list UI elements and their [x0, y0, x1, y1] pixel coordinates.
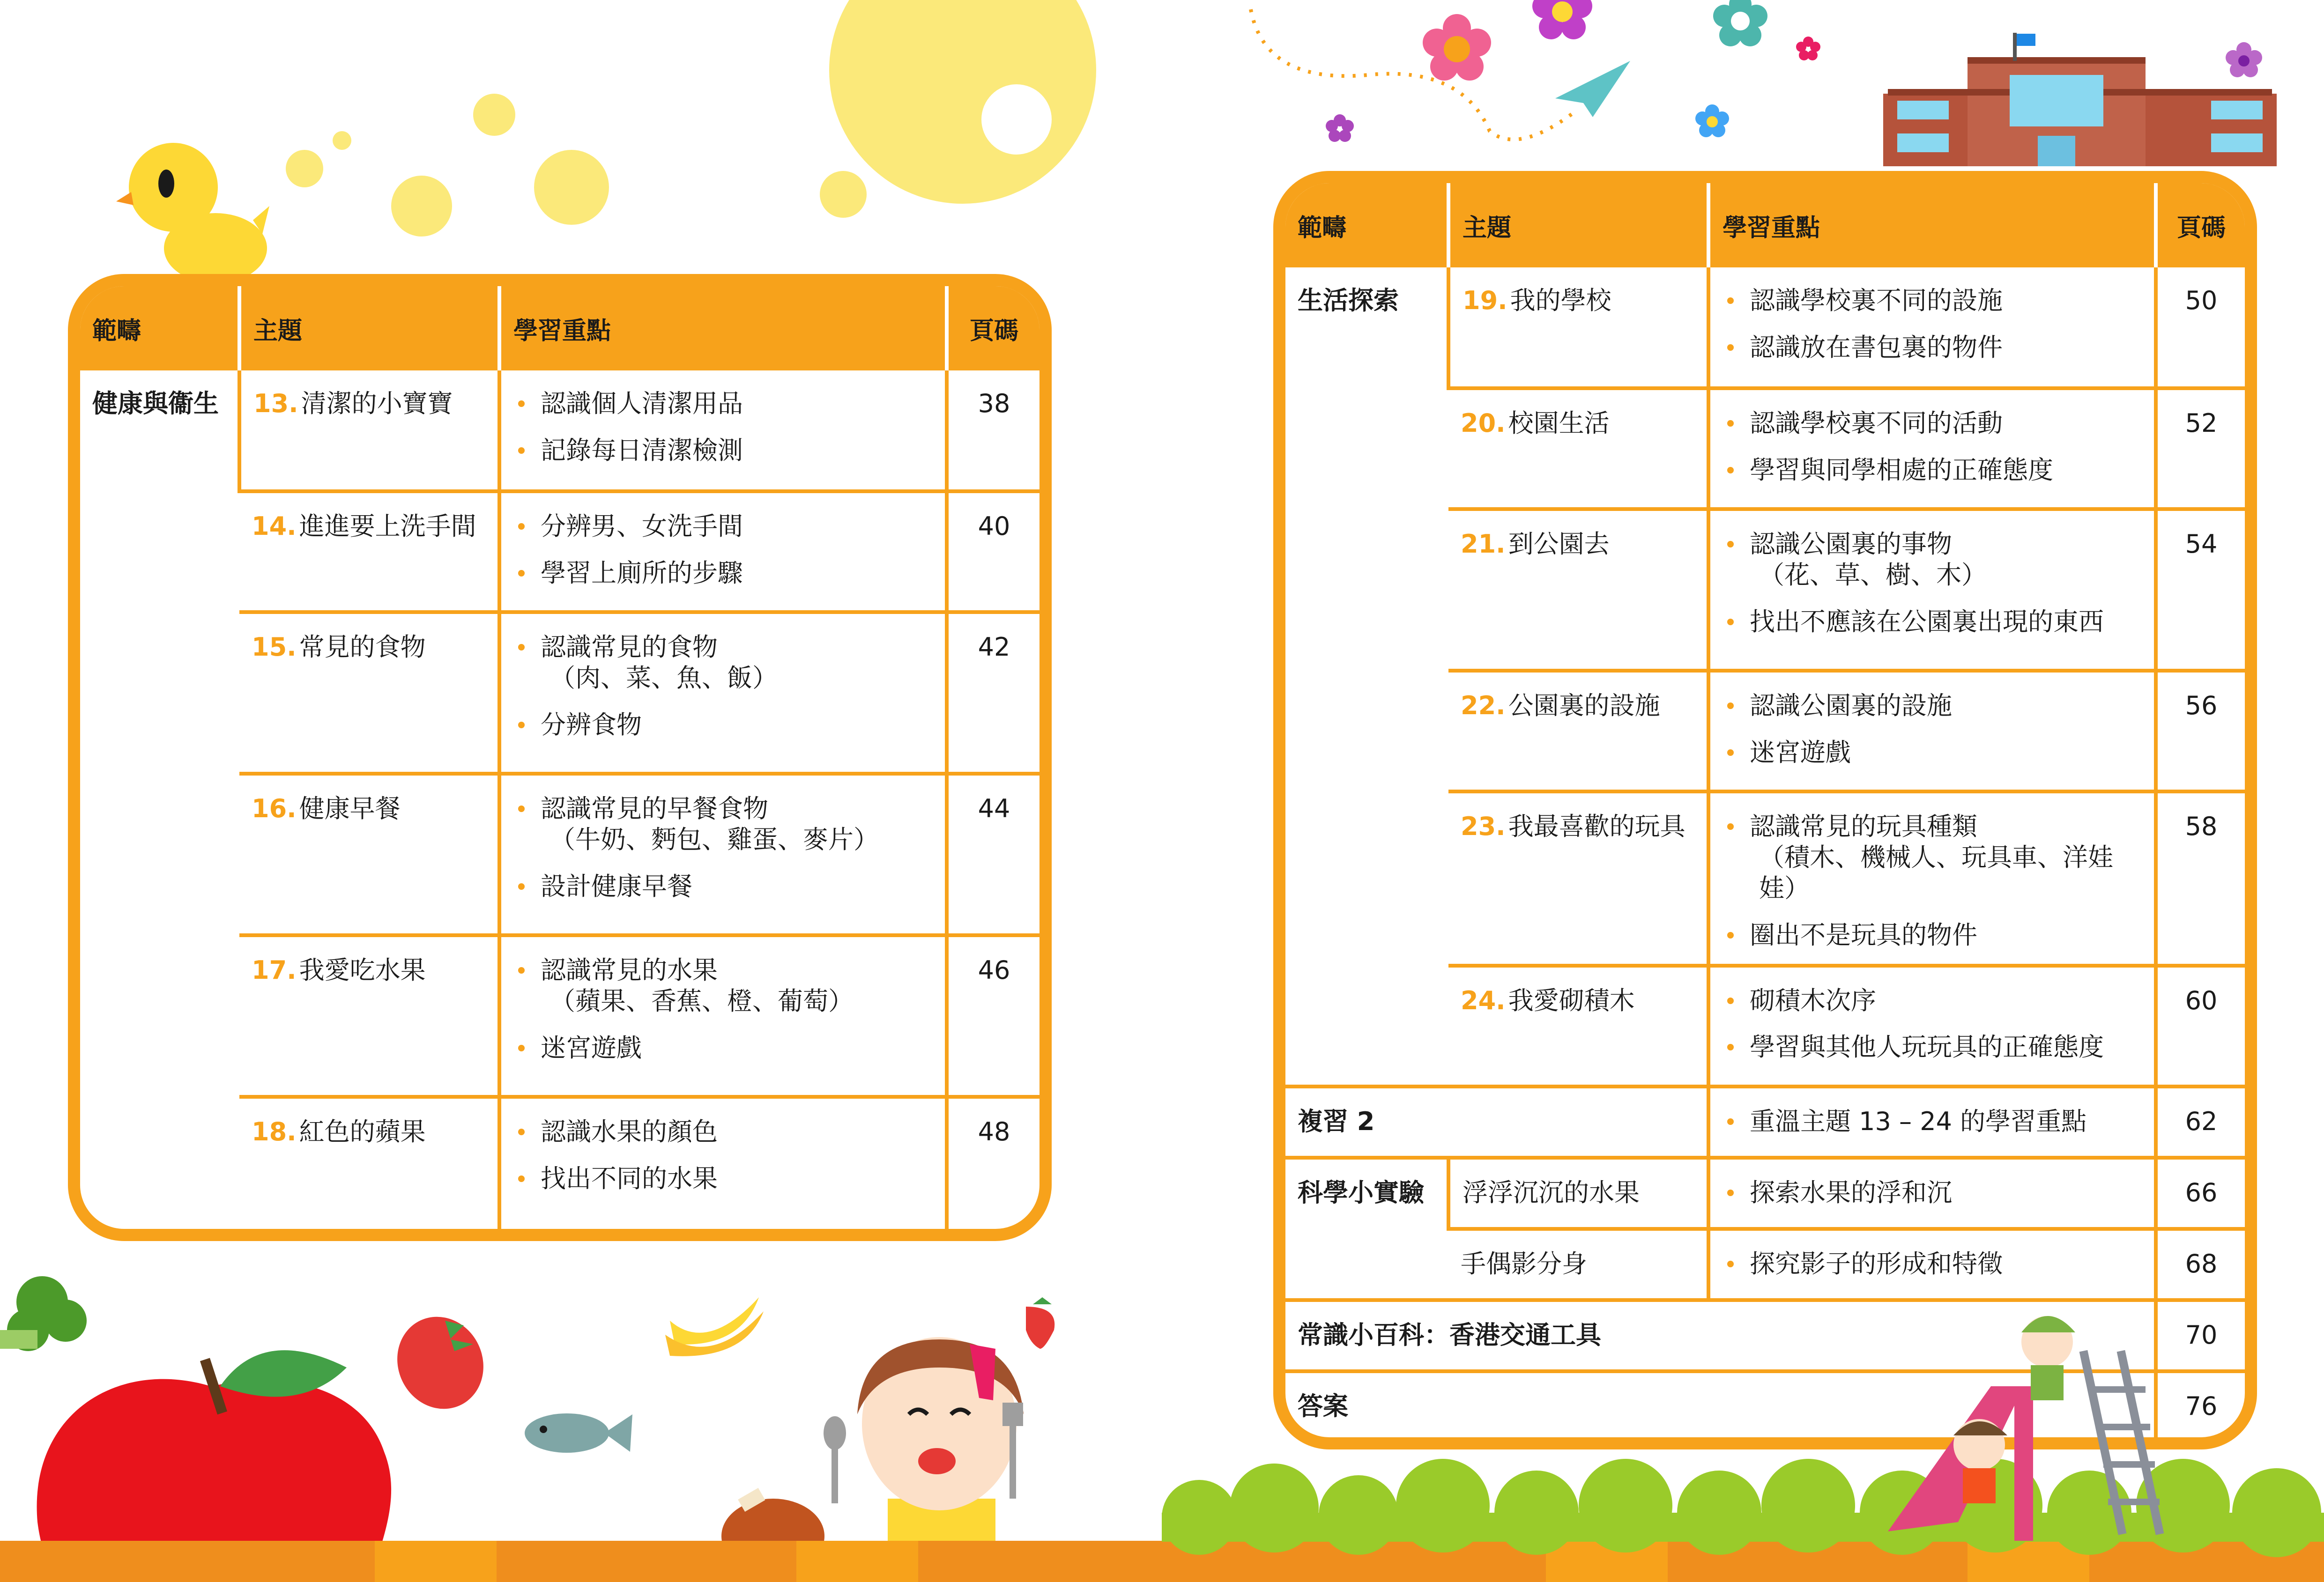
answers-label: 答案 — [1285, 1371, 2156, 1442]
page-number[interactable]: 66 — [2156, 1158, 2245, 1229]
learning-point — [513, 511, 933, 542]
page-number[interactable]: 50 — [2156, 267, 2245, 388]
learning-point-text: 探索水果的浮和沉 — [1750, 1177, 1952, 1207]
page-number[interactable]: 58 — [2156, 791, 2245, 966]
broccoli-icon — [0, 1276, 87, 1351]
topic-title: 我愛吃水果 — [299, 955, 426, 985]
topic-cell — [239, 774, 499, 935]
table-header-row — [1285, 183, 2245, 267]
header-focus: 學習重點 — [499, 286, 947, 370]
header-topic: 主題 — [239, 286, 499, 370]
learning-point-text: 認識學校裏不同的設施 — [1750, 286, 2003, 315]
learning-point-text: 學習上廁所的步驟 — [541, 558, 743, 588]
topic-number: 16. — [252, 794, 297, 823]
topic-cell — [1448, 791, 1708, 966]
learning-point — [1723, 1177, 2142, 1208]
learning-point — [513, 1033, 933, 1064]
topic-cell — [239, 1097, 499, 1237]
table-row-review[interactable] — [1285, 1087, 2245, 1158]
table-row-encyclopedia[interactable] — [1285, 1300, 2245, 1371]
learning-point-subtext: （肉、菜、魚、飯） — [550, 663, 778, 693]
focus-cell — [1708, 791, 2156, 966]
learning-point-subtext: （花、草、樹、木） — [1759, 560, 1987, 590]
page-number[interactable]: 42 — [947, 612, 1039, 774]
topic-title: 常見的食物 — [299, 632, 426, 662]
page-number[interactable]: 68 — [2156, 1229, 2245, 1300]
focus-cell — [1708, 509, 2156, 671]
learning-point — [1723, 285, 2142, 316]
header-page: 頁碼 — [947, 286, 1039, 370]
learning-point — [1723, 920, 2142, 951]
learning-point — [1723, 606, 2142, 637]
learning-point-text: 迷宮遊戲 — [1750, 737, 1851, 767]
topic-title: 清潔的小寶寶 — [301, 389, 453, 418]
table-row[interactable] — [1285, 1158, 2245, 1229]
learning-point — [1723, 690, 2142, 721]
school-building-icon — [1883, 33, 2277, 166]
learning-point — [1723, 1249, 2142, 1279]
topic-cell — [1448, 267, 1708, 388]
left-table-body — [80, 370, 1039, 1237]
topic-cell — [1448, 966, 1708, 1087]
learning-point — [513, 435, 933, 466]
category-cell: 健康與衞生 — [92, 389, 219, 418]
learning-point-subtext: （積木、機械人、玩具車、洋娃娃） — [1759, 842, 2113, 903]
right-table-body — [1285, 267, 2245, 1442]
learning-point-text: 分辨食物 — [541, 710, 642, 739]
learning-point-text: 設計健康早餐 — [541, 871, 692, 901]
topic-title: 到公園去 — [1508, 529, 1610, 559]
topic-cell — [239, 491, 499, 612]
review-label: 複習 2 — [1285, 1087, 1708, 1158]
focus-cell — [499, 612, 947, 774]
topic-number: 23. — [1461, 812, 1506, 841]
page-number[interactable]: 40 — [947, 491, 1039, 612]
topic-title: 我愛砌積木 — [1508, 985, 1635, 1015]
table-row[interactable] — [80, 370, 1039, 491]
learning-point — [513, 1163, 933, 1194]
duck-icon — [116, 143, 269, 283]
learning-point-text: 認識常見的早餐食物 — [541, 794, 768, 823]
header-focus: 學習重點 — [1708, 183, 2156, 267]
learning-point-text: 認識學校裏不同的活動 — [1750, 408, 2003, 438]
topic-title: 健康早餐 — [299, 794, 401, 823]
learning-point — [1723, 811, 2142, 904]
topic-cell — [1448, 671, 1708, 791]
learning-point-text: 認識公園裏的事物 — [1750, 529, 1952, 559]
header-page: 頁碼 — [2156, 183, 2245, 267]
focus-cell — [1708, 388, 2156, 509]
learning-point — [1723, 529, 2142, 591]
learning-point — [1723, 1106, 2142, 1137]
topic-number: 20. — [1461, 408, 1506, 438]
toc-table-right — [1273, 171, 2257, 1449]
learning-point — [1723, 985, 2142, 1016]
learning-point-text: 找出不應該在公園裏出現的東西 — [1750, 606, 2104, 636]
learning-point — [1723, 332, 2142, 363]
learning-point-text: 學習與其他人玩玩具的正確態度 — [1750, 1032, 2104, 1062]
topic-number: 14. — [252, 511, 297, 541]
learning-point-text: 認識個人清潔用品 — [541, 389, 743, 418]
topic-cell: 手偶影分身 — [1448, 1229, 1708, 1300]
page-number[interactable]: 70 — [2156, 1300, 2245, 1371]
category-cell: 科學小實驗 — [1285, 1158, 1448, 1300]
learning-point — [1723, 737, 2142, 768]
learning-point — [1723, 455, 2142, 486]
fish-icon — [525, 1413, 632, 1453]
learning-point-subtext: （蘋果、香蕉、橙、葡萄） — [550, 986, 854, 1016]
header-category: 範疇 — [80, 286, 239, 370]
topic-title: 我最喜歡的玩具 — [1508, 812, 1685, 841]
focus-cell — [499, 935, 947, 1097]
learning-point-text: 認識公園裏的設施 — [1750, 691, 1952, 720]
topic-cell — [1448, 509, 1708, 671]
focus-cell — [1708, 1229, 2156, 1300]
focus-cell — [1708, 1087, 2156, 1158]
learning-point-text: 認識水果的顏色 — [541, 1117, 718, 1146]
topic-number: 13. — [253, 389, 298, 418]
topic-title: 紅色的蘋果 — [299, 1117, 426, 1146]
sun-bubbles — [286, 0, 1096, 237]
toc-table-left — [68, 274, 1052, 1241]
learning-point — [513, 710, 933, 740]
category-cell: 生活探索 — [1298, 286, 1399, 315]
page-number[interactable]: 60 — [2156, 966, 2245, 1087]
learning-point-text: 分辨男、女洗手間 — [541, 511, 743, 541]
learning-point — [513, 388, 933, 419]
topic-title: 校園生活 — [1508, 408, 1610, 438]
learning-point — [513, 793, 933, 855]
topic-number: 18. — [252, 1117, 297, 1146]
strawberry-icon — [1026, 1297, 1054, 1349]
topic-number: 21. — [1461, 529, 1506, 559]
topic-number: 22. — [1461, 691, 1506, 720]
topic-title: 進進要上洗手間 — [299, 511, 476, 541]
topic-cell — [239, 935, 499, 1097]
table-row-answers[interactable] — [1285, 1371, 2245, 1442]
learning-point-text: 重溫主題 13 – 24 的學習重點 — [1750, 1106, 2087, 1136]
tomato-icon — [382, 1302, 498, 1423]
page-number[interactable]: 38 — [947, 370, 1039, 491]
page-number[interactable]: 76 — [2156, 1371, 2245, 1442]
learning-point-text: 記錄每日清潔檢測 — [541, 435, 743, 465]
topic-cell — [239, 612, 499, 774]
learning-point — [1723, 408, 2142, 439]
learning-point — [513, 558, 933, 589]
encyclopedia-label: 常識小百科：香港交通工具 — [1285, 1300, 2156, 1371]
focus-cell — [499, 774, 947, 935]
topic-cell: 浮浮沉沉的水果 — [1448, 1158, 1708, 1229]
learning-point — [513, 632, 933, 694]
topic-title: 公園裏的設施 — [1508, 691, 1660, 720]
focus-cell — [1708, 966, 2156, 1087]
learning-point-subtext: （牛奶、麪包、雞蛋、麥片） — [550, 824, 879, 854]
focus-cell — [499, 370, 947, 491]
focus-cell — [1708, 1158, 2156, 1229]
page-number[interactable]: 62 — [2156, 1087, 2245, 1158]
learning-point-text: 探究影子的形成和特徵 — [1750, 1249, 2003, 1279]
learning-point — [513, 955, 933, 1017]
focus-cell — [1708, 267, 2156, 388]
topic-title: 我的學校 — [1510, 286, 1611, 315]
topic-cell — [1448, 388, 1708, 509]
learning-point-text: 圈出不是玩具的物件 — [1750, 920, 1977, 950]
page-number[interactable]: 56 — [2156, 671, 2245, 791]
learning-point-text: 找出不同的水果 — [541, 1163, 718, 1193]
header-category: 範疇 — [1285, 183, 1448, 267]
topic-number: 17. — [252, 955, 297, 985]
focus-cell — [1708, 671, 2156, 791]
table-row[interactable] — [1285, 267, 2245, 388]
learning-point-text: 認識放在書包裏的物件 — [1750, 332, 2003, 362]
topic-number: 19. — [1463, 286, 1507, 315]
topic-cell — [239, 370, 499, 491]
header-topic: 主題 — [1448, 183, 1708, 267]
page-number[interactable]: 48 — [947, 1097, 1039, 1237]
page-number[interactable]: 46 — [947, 935, 1039, 1097]
page-number[interactable]: 52 — [2156, 388, 2245, 509]
learning-point-text: 迷宮遊戲 — [541, 1033, 642, 1063]
focus-cell — [499, 1097, 947, 1237]
focus-cell — [499, 491, 947, 612]
learning-point — [1723, 1032, 2142, 1063]
learning-point-text: 學習與同學相處的正確態度 — [1750, 455, 2053, 485]
learning-point-text: 認識常見的玩具種類 — [1750, 812, 1977, 841]
learning-point — [513, 871, 933, 902]
learning-point-text: 認識常見的水果 — [541, 955, 718, 985]
topic-number: 15. — [252, 632, 297, 662]
learning-point-text: 砌積木次序 — [1750, 985, 1876, 1015]
page-number[interactable]: 54 — [2156, 509, 2245, 671]
learning-point-text: 認識常見的食物 — [541, 632, 718, 662]
table-header-row — [80, 286, 1039, 370]
banana-icon — [665, 1297, 764, 1356]
topic-number: 24. — [1461, 985, 1506, 1015]
page-number[interactable]: 44 — [947, 774, 1039, 935]
learning-point — [513, 1116, 933, 1147]
